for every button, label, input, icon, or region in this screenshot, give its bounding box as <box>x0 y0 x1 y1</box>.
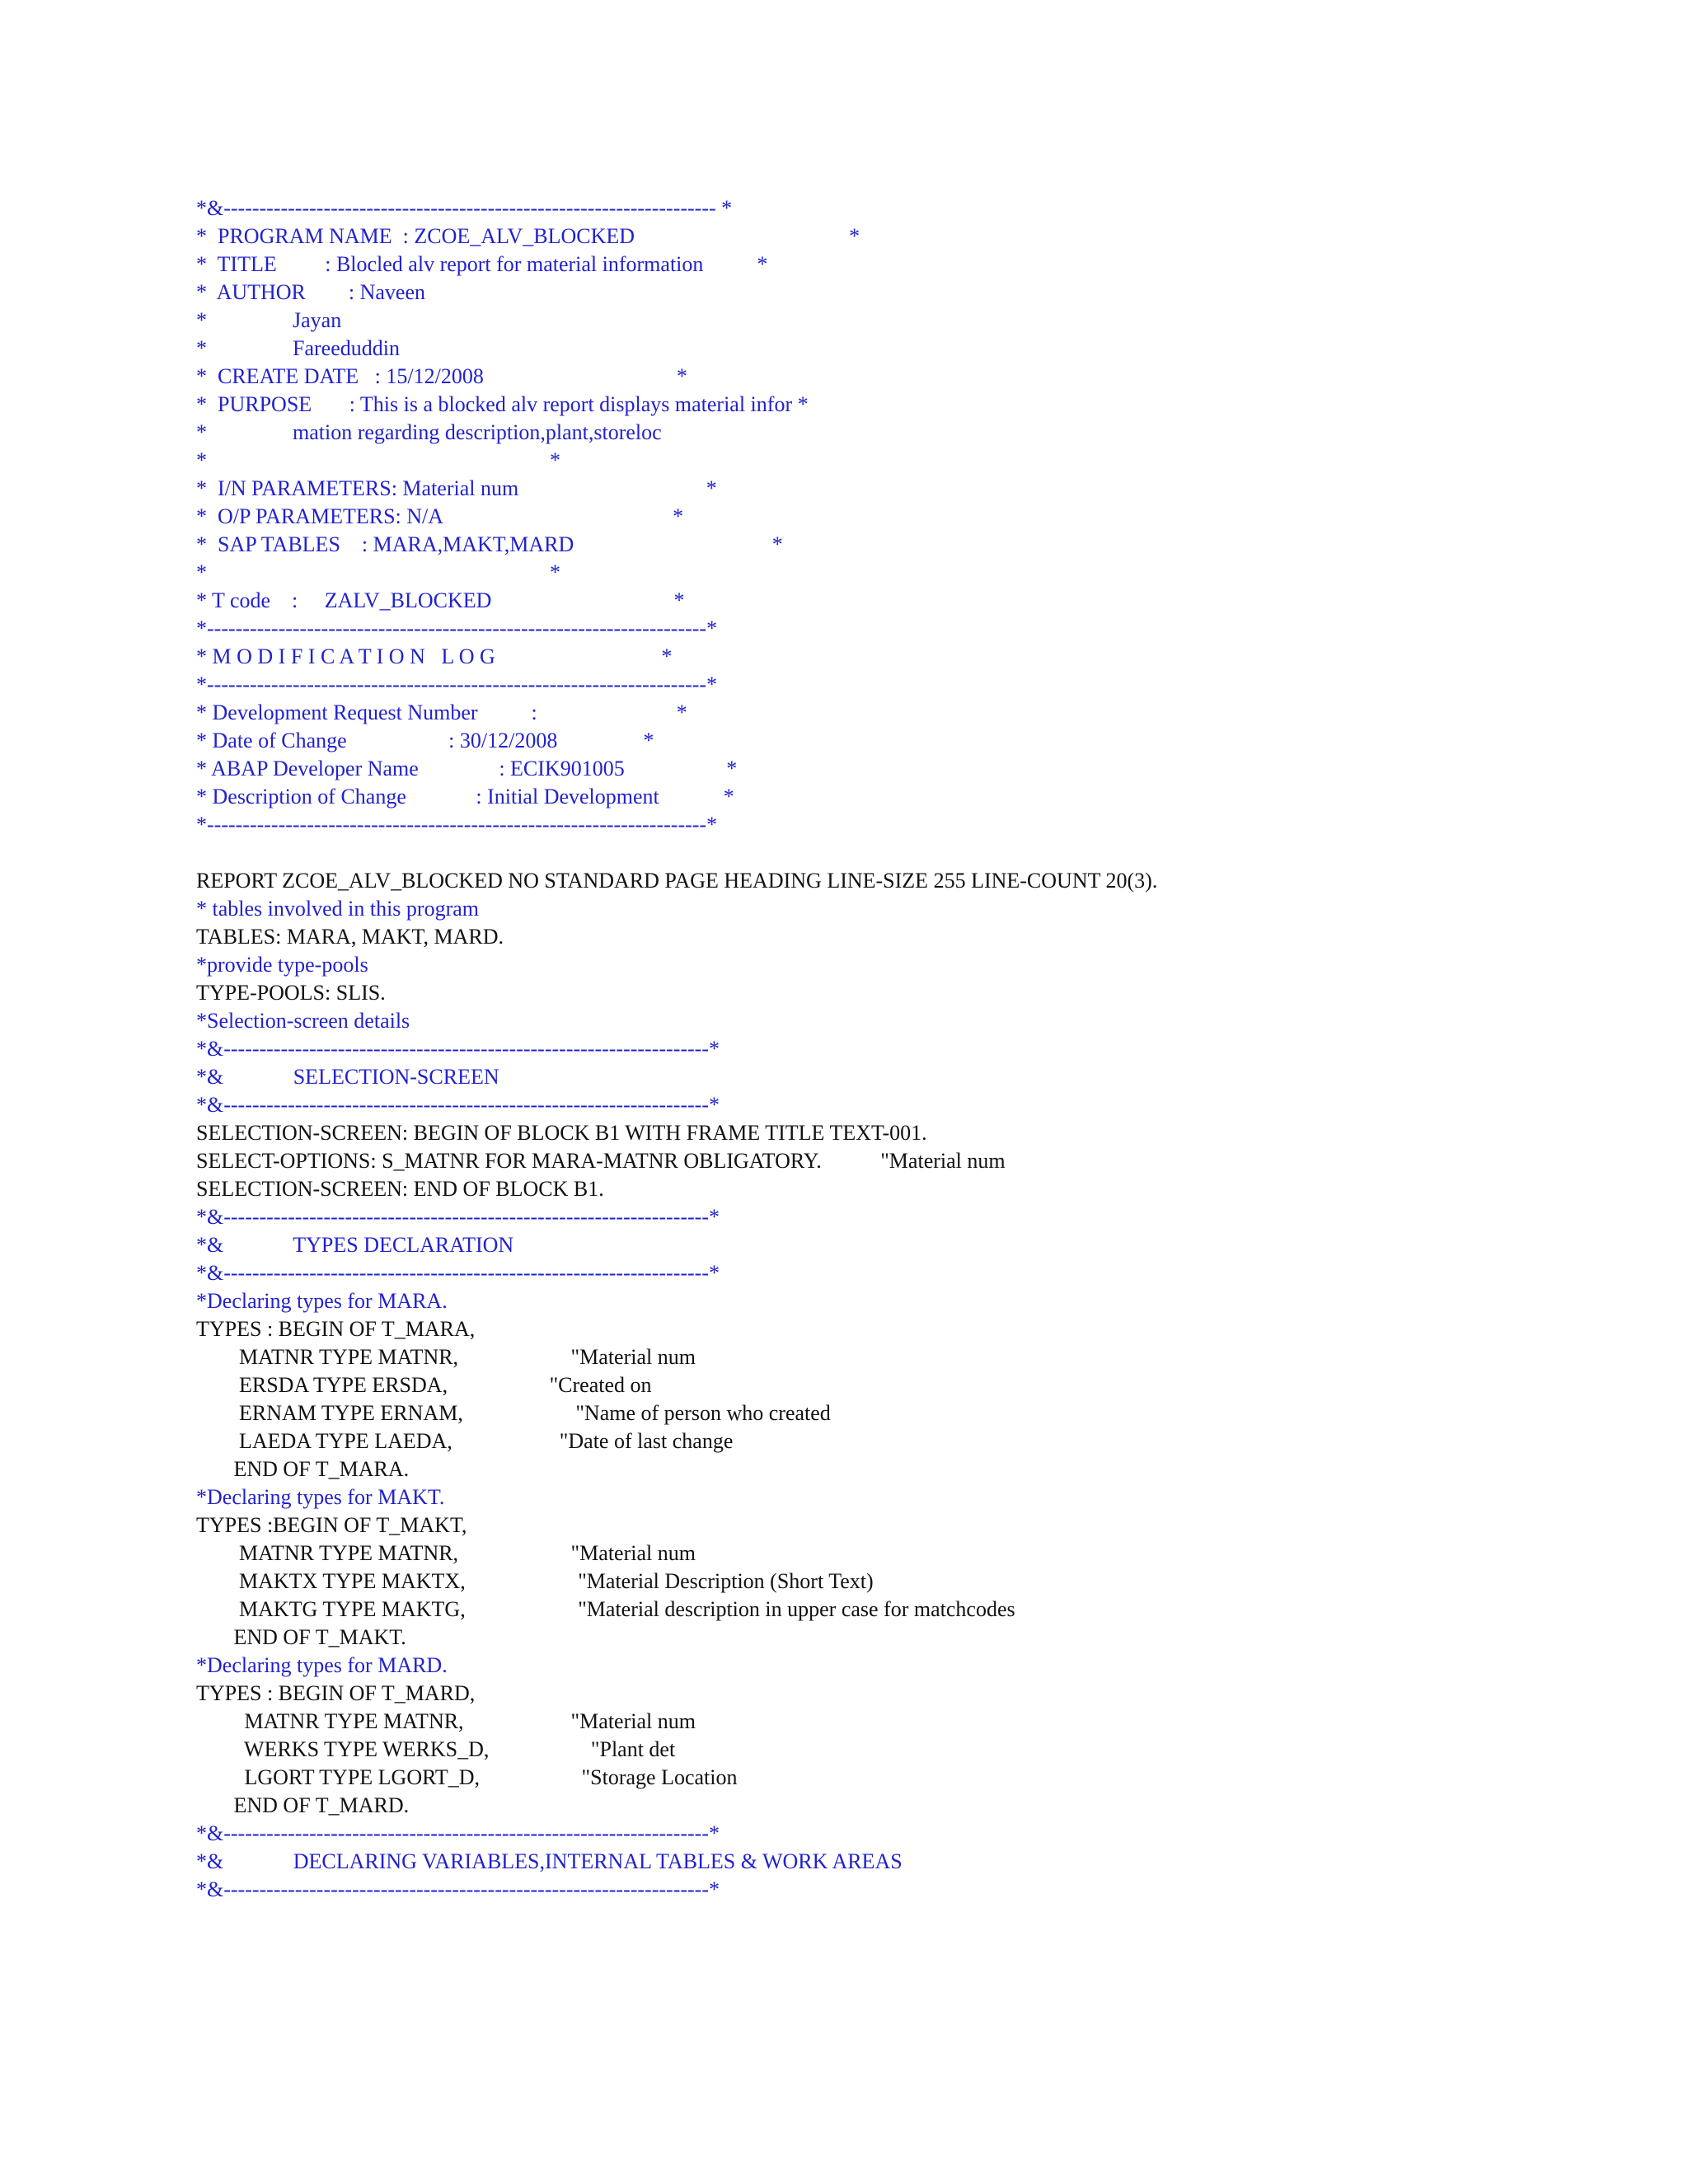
code-line: TYPE-POOLS: SLIS. <box>196 981 386 1005</box>
comment-line: * Description of Change : Initial Development * <box>196 785 734 808</box>
comment-line: *&--------------------------------------------------------------------- * <box>196 196 733 220</box>
comment-line: *Declaring types for MARD. <box>196 1653 448 1677</box>
comment-line: *&--------------------------------------------------------------------* <box>196 1037 720 1061</box>
comment-line: *Declaring types for MAKT. <box>196 1485 445 1509</box>
comment-line: * AUTHOR : Naveen <box>196 280 426 304</box>
comment-line: * T code : ZALV_BLOCKED * <box>196 588 685 612</box>
comment-line: * tables involved in this program <box>196 897 480 921</box>
code-line: TYPES : BEGIN OF T_MARD, <box>196 1681 476 1705</box>
code-line: TYPES :BEGIN OF T_MAKT, <box>196 1513 467 1537</box>
comment-line: * * <box>196 560 560 584</box>
code-line: WERKS TYPE WERKS_D, "Plant det <box>196 1737 676 1761</box>
code-line: MATNR TYPE MATNR, "Material num <box>196 1345 696 1369</box>
comment-line: * O/P PARAMETERS: N/A * <box>196 504 684 528</box>
comment-line: * Development Request Number : * <box>196 701 687 724</box>
code-line: END OF T_MAKT. <box>196 1625 406 1649</box>
comment-line: *----------------------------------------------------------------------* <box>196 813 718 837</box>
comment-line: *&--------------------------------------------------------------------* <box>196 1093 720 1117</box>
code-line: MATNR TYPE MATNR, "Material num <box>196 1541 696 1565</box>
comment-line: * M O D I F I C A T I O N L O G * <box>196 644 673 668</box>
code-line: TYPES : BEGIN OF T_MARA, <box>196 1317 476 1341</box>
comment-line: *& DECLARING VARIABLES,INTERNAL TABLES & WORK AREAS <box>196 1849 903 1873</box>
comment-line: * I/N PARAMETERS: Material num * <box>196 476 717 500</box>
code-line: REPORT ZCOE_ALV_BLOCKED NO STANDARD PAGE HEADING LINE-SIZE 255 LINE-COUNT 20(3). <box>196 869 1158 893</box>
comment-line: *&--------------------------------------------------------------------* <box>196 1205 720 1229</box>
comment-line: *&--------------------------------------------------------------------* <box>196 1877 720 1901</box>
code-line: LAEDA TYPE LAEDA, "Date of last change <box>196 1429 734 1453</box>
comment-line: * PROGRAM NAME : ZCOE_ALV_BLOCKED * <box>196 224 860 248</box>
code-line: SELECT-OPTIONS: S_MATNR FOR MARA-MATNR OBLIGATORY. "Material num <box>196 1149 1006 1173</box>
code-line: SELECTION-SCREEN: END OF BLOCK B1. <box>196 1177 604 1201</box>
code-line: END OF T_MARA. <box>196 1457 410 1481</box>
comment-line: *----------------------------------------------------------------------* <box>196 616 718 640</box>
comment-line: * CREATE DATE : 15/12/2008 * <box>196 364 687 388</box>
code-line: END OF T_MARD. <box>196 1793 410 1817</box>
comment-line: *& TYPES DECLARATION <box>196 1233 514 1257</box>
comment-line: * mation regarding description,plant,storeloc <box>196 420 662 444</box>
code-line: MAKTX TYPE MAKTX, "Material Description (Short Text) <box>196 1569 874 1593</box>
comment-line: *&--------------------------------------------------------------------* <box>196 1261 720 1285</box>
code-line: MATNR TYPE MATNR, "Material num <box>196 1709 696 1733</box>
code-line: SELECTION-SCREEN: BEGIN OF BLOCK B1 WITH FRAME TITLE TEXT-001. <box>196 1121 927 1145</box>
comment-line: * PURPOSE : This is a blocked alv report displays material infor * <box>196 392 809 416</box>
code-line: TABLES: MARA, MAKT, MARD. <box>196 925 504 949</box>
comment-line: *Selection-screen details <box>196 1009 410 1033</box>
comment-line: * * <box>196 448 560 472</box>
comment-line: *Declaring types for MARA. <box>196 1289 448 1313</box>
code-line: ERNAM TYPE ERNAM, "Name of person who created <box>196 1401 831 1425</box>
comment-line: *provide type-pools <box>196 953 368 977</box>
comment-line: * SAP TABLES : MARA,MAKT,MARD * <box>196 532 783 556</box>
comment-line: * Jayan <box>196 308 342 332</box>
code-line: MAKTG TYPE MAKTG, "Material description in upper case for matchcodes <box>196 1597 1015 1621</box>
comment-line: *& SELECTION-SCREEN <box>196 1065 499 1089</box>
code-line: LGORT TYPE LGORT_D, "Storage Location <box>196 1765 738 1789</box>
comment-line: *----------------------------------------------------------------------* <box>196 673 718 696</box>
comment-line: *&--------------------------------------------------------------------* <box>196 1821 720 1845</box>
code-line: ERSDA TYPE ERSDA, "Created on <box>196 1373 652 1397</box>
comment-line: * Date of Change : 30/12/2008 * <box>196 729 654 752</box>
comment-line: * TITLE : Blocled alv report for material information * <box>196 252 768 276</box>
comment-line: * Fareeduddin <box>196 336 400 360</box>
comment-line: * ABAP Developer Name : ECIK901005 * <box>196 757 738 780</box>
